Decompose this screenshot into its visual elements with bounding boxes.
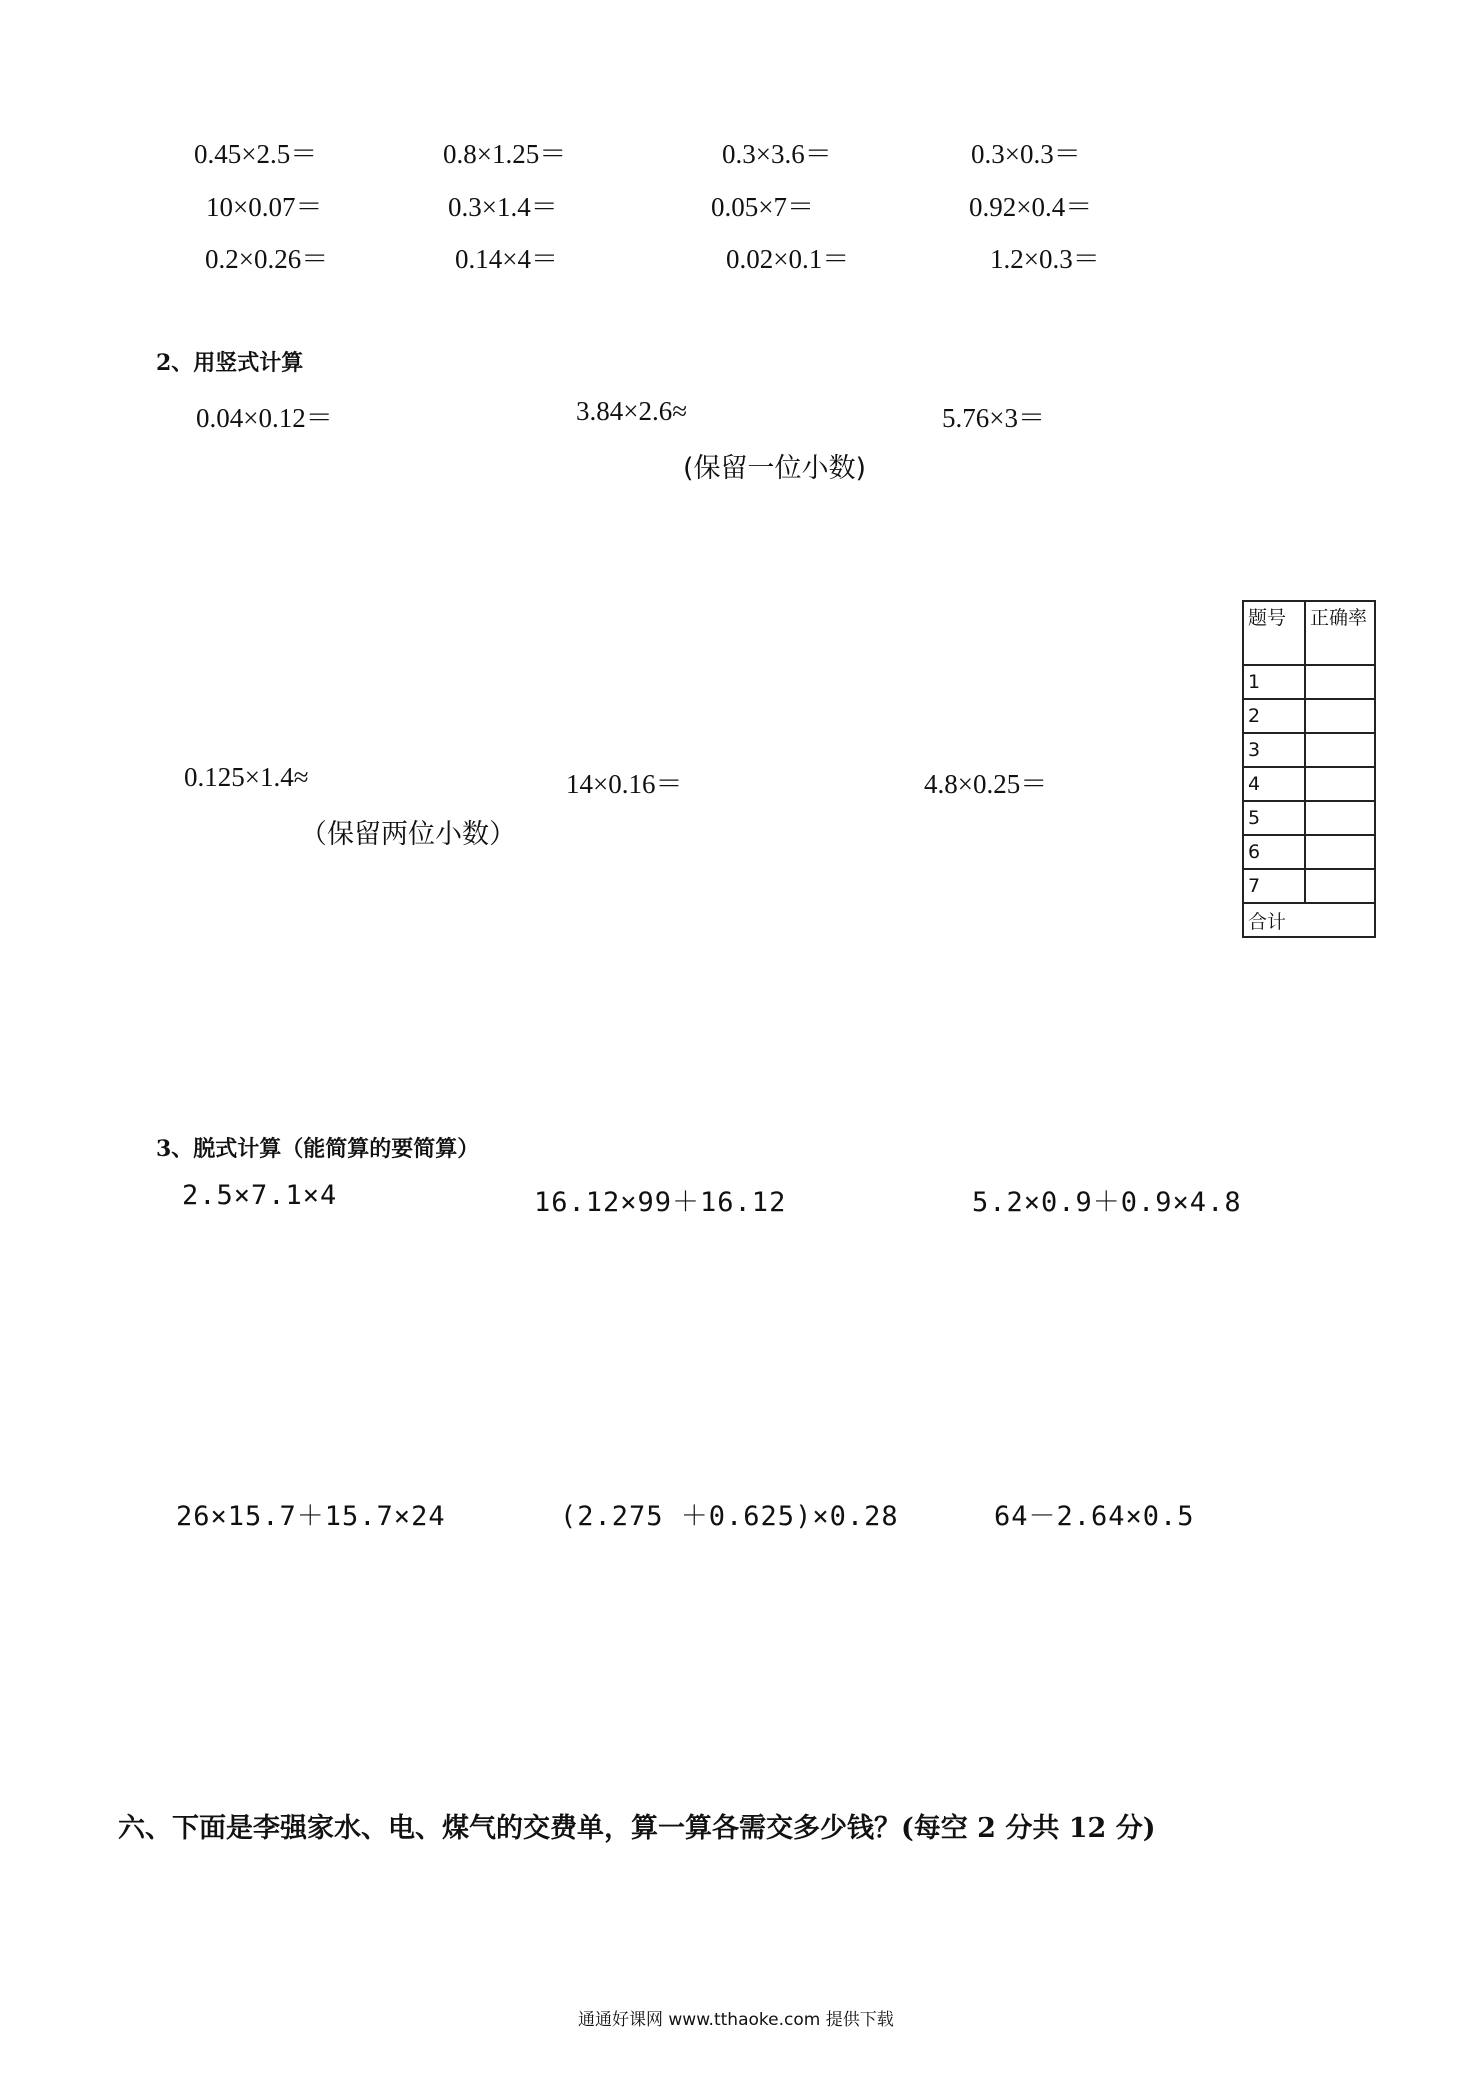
accuracy-cell[interactable] [1305,869,1375,903]
table-row-label: 4 [1243,767,1305,801]
problem-1-1: 0.45×2.5＝ [194,139,318,169]
stepwise-problem-3: 5.2×0.9＋0.9×4.8 [972,1187,1242,1218]
vertical-problem-6: 4.8×0.25＝ [924,769,1048,799]
vertical-problem-4: 0.125×1.4≈ [184,762,309,792]
table-row-label: 2 [1243,699,1305,733]
rounding-note-one-decimal: (保留一位小数) [683,453,867,484]
accuracy-cell[interactable] [1305,699,1375,733]
accuracy-cell[interactable] [1305,767,1375,801]
table-row-label: 3 [1243,733,1305,767]
problem-3-1: 0.2×0.26＝ [205,244,329,274]
problem-3-3: 0.02×0.1＝ [726,244,850,274]
page-footer: 通通好课网 www.tthaoke.com 提供下载 [578,2010,894,2030]
stepwise-problem-1: 2.5×7.1×4 [182,1180,338,1211]
vertical-problem-2: 3.84×2.6≈ [576,396,688,426]
stepwise-problem-6: 64－2.64×0.5 [994,1501,1195,1532]
section2-title: 2、用竖式计算 [156,350,304,376]
problem-1-4: 0.3×0.3＝ [971,139,1081,169]
vertical-problem-1: 0.04×0.12＝ [196,403,333,433]
accuracy-cell[interactable] [1305,665,1375,699]
table-row-label: 6 [1243,835,1305,869]
stepwise-problem-2: 16.12×99＋16.12 [534,1187,787,1218]
vertical-problem-3: 5.76×3＝ [942,403,1045,433]
problem-2-1: 10×0.07＝ [206,192,323,222]
table-row-label: 5 [1243,801,1305,835]
problem-1-2: 0.8×1.25＝ [443,139,567,169]
accuracy-cell[interactable] [1305,801,1375,835]
table-row-label: 1 [1243,665,1305,699]
problem-2-2: 0.3×1.4＝ [448,192,558,222]
header-accuracy: 正确率 [1305,601,1375,665]
table-total-label: 合计 [1243,903,1375,937]
problem-2-4: 0.92×0.4＝ [969,192,1093,222]
table-row-label: 7 [1243,869,1305,903]
section3-title: 3、脱式计算（能简算的要简算） [156,1136,480,1162]
problem-2-3: 0.05×7＝ [711,192,814,222]
score-table [1242,600,1376,938]
section6-title: 六、下面是李强家水、电、煤气的交费单，算一算各需交多少钱？(每空 2 分共 12 分) [118,1813,1156,1844]
header-question-number: 题号 [1243,601,1305,665]
rounding-note-two-decimals: （保留两位小数） [300,819,516,850]
problem-1-3: 0.3×3.6＝ [722,139,832,169]
accuracy-cell[interactable] [1305,835,1375,869]
accuracy-cell[interactable] [1305,733,1375,767]
vertical-problem-5: 14×0.16＝ [566,769,683,799]
problem-3-2: 0.14×4＝ [455,244,558,274]
stepwise-problem-5: (2.275 ＋0.625)×0.28 [560,1501,899,1532]
stepwise-problem-4: 26×15.7＋15.7×24 [176,1501,446,1532]
problem-3-4: 1.2×0.3＝ [990,244,1100,274]
